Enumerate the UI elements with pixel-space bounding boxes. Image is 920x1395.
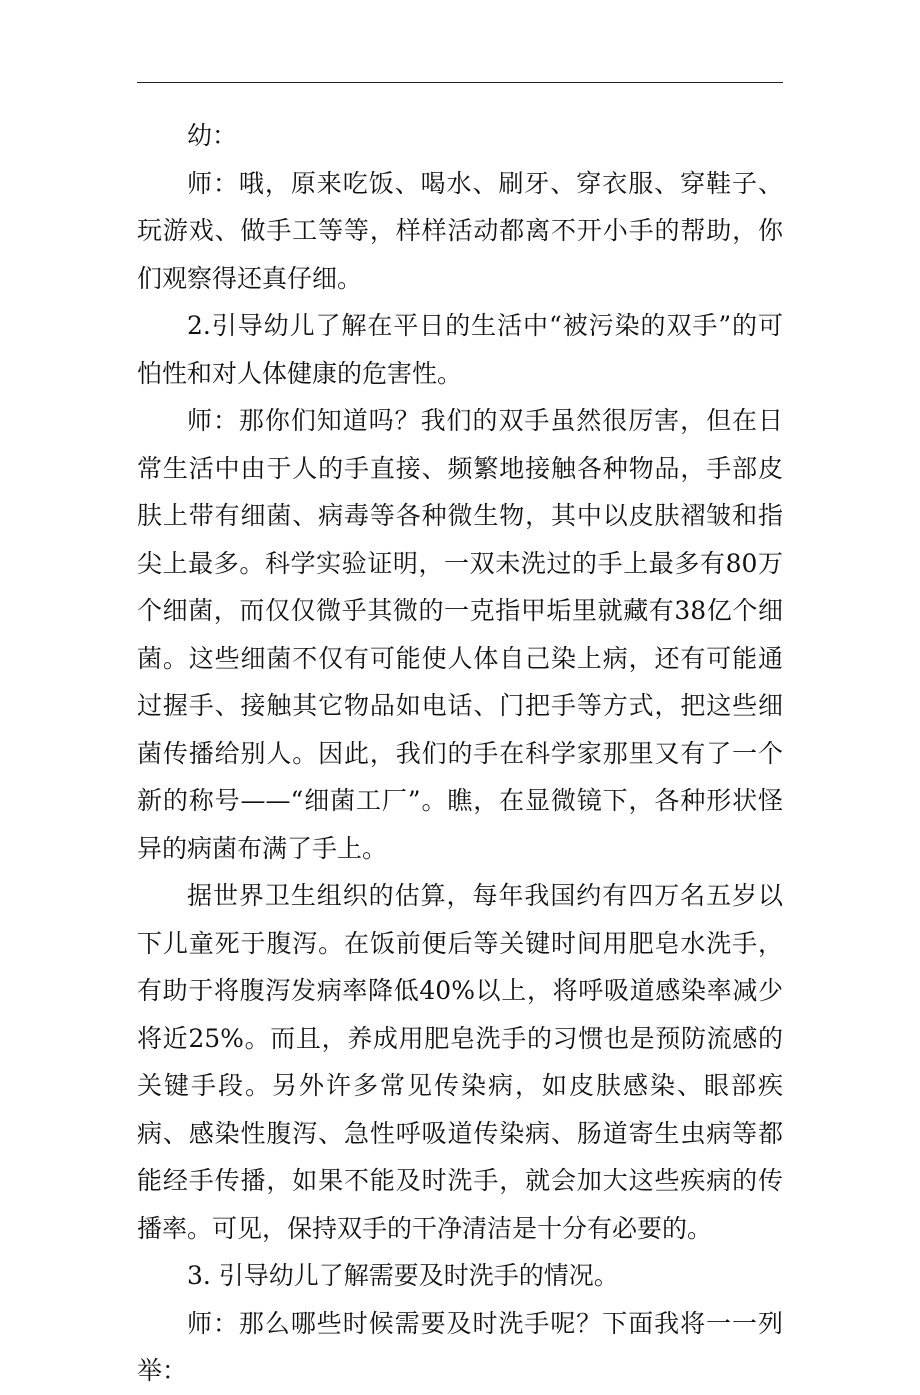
header-rule: [137, 82, 783, 83]
paragraph: 2.引导幼儿了解在平日的生活中“被污染的双手”的可怕性和对人体健康的危害性。: [137, 311, 783, 388]
paragraph: 师：哦，原来吃饭、喝水、刷牙、穿衣服、穿鞋子、玩游戏、做手工等等，样样活动都离不开小手的帮助，你们观察得还真仔细。: [137, 168, 783, 293]
paragraph: 师：那你们知道吗？我们的双手虽然很厉害，但在日常生活中由于人的手直接、频繁地接触各种物品，手部皮肤上带有细菌、病毒等各种微生物，其中以皮肤褶皱和指尖上最多。科学实验证明，一双未洗过的手上最多有80万个细菌，而仅仅微乎其微的一克指甲垢里就藏有38亿个细菌。这些细菌不仅有可能使人体自己染上病，还有可能通过握手、接触其它物品如电话、门把手等方式，把这些细菌传播给别人。因此，我们的手在科学家那里又有了一个新的称号——“细菌工厂”。瞧，在显微镜下，各种形状怪异的病菌布满了手上。: [137, 406, 783, 863]
paragraph: 幼：: [187, 121, 238, 150]
paragraph: 3. 引导幼儿了解需要及时洗手的情况。: [187, 1261, 619, 1290]
paragraph: 据世界卫生组织的估算，每年我国约有四万名五岁以下儿童死于腹泻。在饭前便后等关键时间用肥皂水洗手，有助于将腹泻发病率降低40%以上，将呼吸道感染率减少将近25%。而且，养成用肥皂洗手的习惯也是预防流感的关键手段。另外许多常见传染病，如皮肤感染、眼部疾病、感染性腹泻、急性呼吸道传染病、肠道寄生虫病等都能经手传播，如果不能及时洗手，就会加大这些疾病的传播率。可见，保持双手的干净清洁是十分有必要的。: [137, 881, 783, 1243]
document-body: [137, 112, 783, 1395]
paragraph: 师：那么哪些时候需要及时洗手呢？下面我将一一列举：: [137, 1308, 783, 1385]
